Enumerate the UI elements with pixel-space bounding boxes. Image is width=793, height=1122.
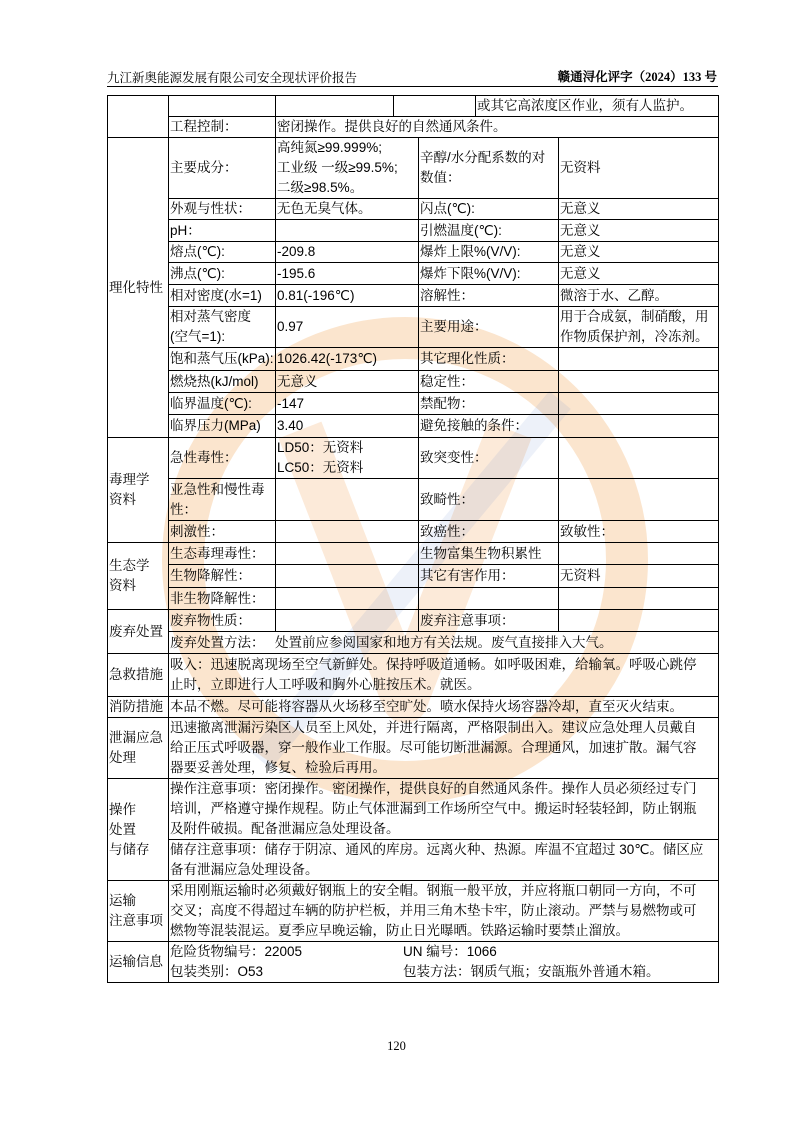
field-value: -147 [276, 393, 419, 415]
empty-cell [559, 610, 719, 632]
field-label: 废弃注意事项： [419, 610, 559, 632]
field-value: 无意义 [559, 242, 719, 263]
field-value: 无意义 [559, 199, 719, 220]
field-label: 燃烧热(kJ/mol) [169, 371, 276, 393]
physchem-row [108, 415, 719, 438]
field-label: 溶解性： [419, 285, 559, 307]
field-label: 废弃物性质： [169, 610, 276, 632]
dangerous-goods-number: 危险货物编号：22005 [170, 944, 303, 959]
ecology-row [108, 543, 719, 565]
disposal-method-cell [169, 632, 719, 654]
field-label: 饱和蒸气压(kPa): [169, 348, 276, 371]
header-rule [107, 86, 718, 87]
field-label: 临界温度(℃): [169, 393, 276, 415]
field-value: 无资料 [559, 565, 719, 588]
packaging-method: 包装方法：钢质气瓶；安瓿瓶外普通木箱。 [403, 964, 660, 979]
category-continued [108, 96, 169, 138]
category-toxicology: 毒理学 资料 [108, 438, 169, 543]
category-fire: 消防措施 [108, 697, 169, 718]
field-value: 无意义 [559, 263, 719, 285]
transport-info-line [170, 942, 717, 962]
field-value: 1026.42(-173℃) [276, 348, 419, 371]
category-first-aid: 急救措施 [108, 654, 169, 697]
field-label: 致畸性： [419, 479, 559, 521]
header-company-title: 九江新奥能源发展有限公司安全现状评价报告 [107, 71, 358, 85]
field-value: 无意义 [559, 220, 719, 242]
field-value: 微溶于水、乙醇。 [559, 285, 719, 307]
ecology-row [108, 588, 719, 610]
empty-cell [276, 543, 419, 565]
field-label: pH： [169, 220, 276, 242]
field-label: 非生物降解性： [169, 588, 276, 610]
empty-cell [559, 371, 719, 393]
field-value: 无色无臭气体。 [276, 199, 419, 220]
field-label: 稳定性： [419, 371, 559, 393]
storage-text: 储存注意事项：储存于阴凉、通风的库房。远离火种、热源。库温不宜超过 30℃。储区应 备有泄漏应急处理设备。 [169, 840, 719, 881]
storage-row [108, 840, 719, 881]
toxicology-row [108, 521, 719, 543]
field-label: 致癌性： [419, 521, 559, 543]
field-value: LD50：无资料 LC50：无资料 [276, 438, 419, 479]
empty-cell [394, 96, 476, 117]
field-label: 主要成分： [169, 138, 276, 199]
toxicology-row [108, 438, 719, 479]
category-leak: 泄漏应急 处理 [108, 718, 169, 779]
field-label: 爆炸下限%(V/V): [419, 263, 559, 285]
physchem-row [108, 285, 719, 307]
field-label: 避免接触的条件： [419, 415, 559, 438]
leak-row [108, 718, 719, 779]
field-label: 沸点(℃): [169, 263, 276, 285]
transport-row [108, 881, 719, 942]
field-label: 其它理化性质： [419, 348, 559, 371]
field-value: 密闭操作。提供良好的自然通风条件。 [276, 117, 719, 138]
physchem-row [108, 348, 719, 371]
field-value: -195.6 [276, 263, 419, 285]
field-label: 相对密度(水=1) [169, 285, 276, 307]
field-value: 0.97 [276, 307, 419, 348]
empty-cell [276, 610, 419, 632]
field-value: 用于合成氨，制硝酸，用 作物质保护剂，冷冻剂。 [559, 307, 719, 348]
field-label: 致敏性： [559, 521, 719, 543]
field-label: 工程控制： [169, 117, 276, 138]
empty-cell [559, 415, 719, 438]
un-number: UN 编号：1066 [403, 944, 497, 959]
leak-text: 迅速撤离泄漏污染区人员至上风处，并进行隔离，严格限制出入。建议应急处理人员戴自 给正压式呼吸器，穿一般作业工作服。尽可能切断泄漏源。合理通风，加速扩散。漏气容 器要妥善处理，修复、检验后再用。 [169, 718, 719, 779]
continuation-row [108, 96, 719, 117]
first-aid-row [108, 654, 719, 697]
category-transport: 运输 注意事项 [108, 881, 169, 942]
physchem-row [108, 307, 719, 348]
toxicology-row [108, 479, 719, 521]
fire-text: 本品不燃。尽可能将容器从火场移至空旷处。喷水保持火场容器冷却，直至灭火结束。 [169, 697, 719, 718]
disposal-row [108, 610, 719, 632]
continuation-text: 或其它高浓度区作业，须有人监护。 [476, 96, 719, 117]
transport-text: 采用刚瓶运输时必须戴好钢瓶上的安全帽。钢瓶一般平放，并应将瓶口朝同一方向，不可 交叉；高度不得超过车辆的防护栏板，并用三角木垫卡牢，防止滚动。严禁与易燃物或可 燃物等混装混运。夏季应早晚运输，防止日光曝晒。铁路运输时要禁止溜放。 [169, 881, 719, 942]
empty-cell [276, 479, 419, 521]
field-label: 废弃处置方法： [170, 634, 265, 650]
page-number: 120 [387, 1039, 406, 1053]
field-label: 生物富集生物积累性 [419, 543, 559, 565]
field-value: 无资料 [559, 138, 719, 199]
physchem-row [108, 138, 719, 199]
handling-row [108, 779, 719, 840]
transport-info-row [108, 942, 719, 983]
physchem-row [108, 263, 719, 285]
field-label: 引燃温度(℃): [419, 220, 559, 242]
field-label: 相对蒸气密度 (空气=1): [169, 307, 276, 348]
field-value: 3.40 [276, 415, 419, 438]
physchem-row [108, 393, 719, 415]
field-value: -209.8 [276, 242, 419, 263]
field-label: 生态毒理毒性： [169, 543, 276, 565]
empty-cell [276, 565, 419, 588]
field-value: 高纯氮≥99.999%; 工业级 一级≥99.5%; 二级≥98.5%。 [276, 138, 419, 199]
category-disposal: 废弃处置 [108, 610, 169, 654]
physchem-row [108, 199, 719, 220]
packaging-class: 包装类别：O53 [170, 964, 264, 979]
transport-info-line [170, 962, 717, 982]
field-label: 致突变性： [419, 438, 559, 479]
physchem-row [108, 220, 719, 242]
empty-cell [559, 438, 719, 479]
transport-info-cell [169, 942, 719, 983]
empty-cell [559, 588, 719, 610]
field-label: 生物降解性： [169, 565, 276, 588]
empty-cell [276, 220, 419, 242]
field-value: 无意义 [276, 371, 419, 393]
field-value: 0.81(-196℃) [276, 285, 419, 307]
field-label: 熔点(℃): [169, 242, 276, 263]
empty-cell [559, 479, 719, 521]
safety-data-table [107, 95, 719, 983]
field-label: 辛醇/水分配系数的对 数值： [419, 138, 559, 199]
category-handling: 操作 处置 与储存 [108, 779, 169, 881]
empty-cell [276, 96, 394, 117]
empty-cell [276, 521, 419, 543]
empty-cell [559, 543, 719, 565]
disposal-row [108, 632, 719, 654]
fire-row [108, 697, 719, 718]
empty-cell [419, 588, 559, 610]
field-label: 闪点(℃): [419, 199, 559, 220]
field-label: 主要用途： [419, 307, 559, 348]
field-label: 急性毒性： [169, 438, 276, 479]
engineering-row [108, 117, 719, 138]
category-ecology: 生态学 资料 [108, 543, 169, 610]
field-label: 外观与性状： [169, 199, 276, 220]
field-label: 禁配物： [419, 393, 559, 415]
first-aid-text: 吸入：迅速脱离现场至空气新鲜处。保持呼吸道通畅。如呼吸困难，给输氧。呼吸心跳停 止时，立即进行人工呼吸和胸外心脏按压术。就医。 [169, 654, 719, 697]
empty-cell [169, 96, 276, 117]
empty-cell [559, 348, 719, 371]
field-label: 临界压力(MPa) [169, 415, 276, 438]
empty-cell [559, 393, 719, 415]
field-label: 刺激性： [169, 521, 276, 543]
header-report-number: 赣通浔化评字（2024）133 号 [557, 70, 717, 84]
field-label: 爆炸上限%(V/V): [419, 242, 559, 263]
field-label: 亚急性和慢性毒 性： [169, 479, 276, 521]
category-transport-info: 运输信息 [108, 942, 169, 983]
empty-cell [276, 588, 419, 610]
operation-text: 操作注意事项：密闭操作。密闭操作，提供良好的自然通风条件。操作人员必须经过专门 培训，严格遵守操作规程。防止气体泄漏到工作场所空气中。搬运时轻装轻卸，防止钢瓶 及附件破损。配备泄漏应急处理设备。 [169, 779, 719, 840]
field-value: 处置前应参阅国家和地方有关法规。废气直接排入大气。 [275, 634, 613, 650]
ecology-row [108, 565, 719, 588]
physchem-row [108, 242, 719, 263]
category-physchem: 理化特性 [108, 138, 169, 438]
physchem-row [108, 371, 719, 393]
field-label: 其它有害作用： [419, 565, 559, 588]
